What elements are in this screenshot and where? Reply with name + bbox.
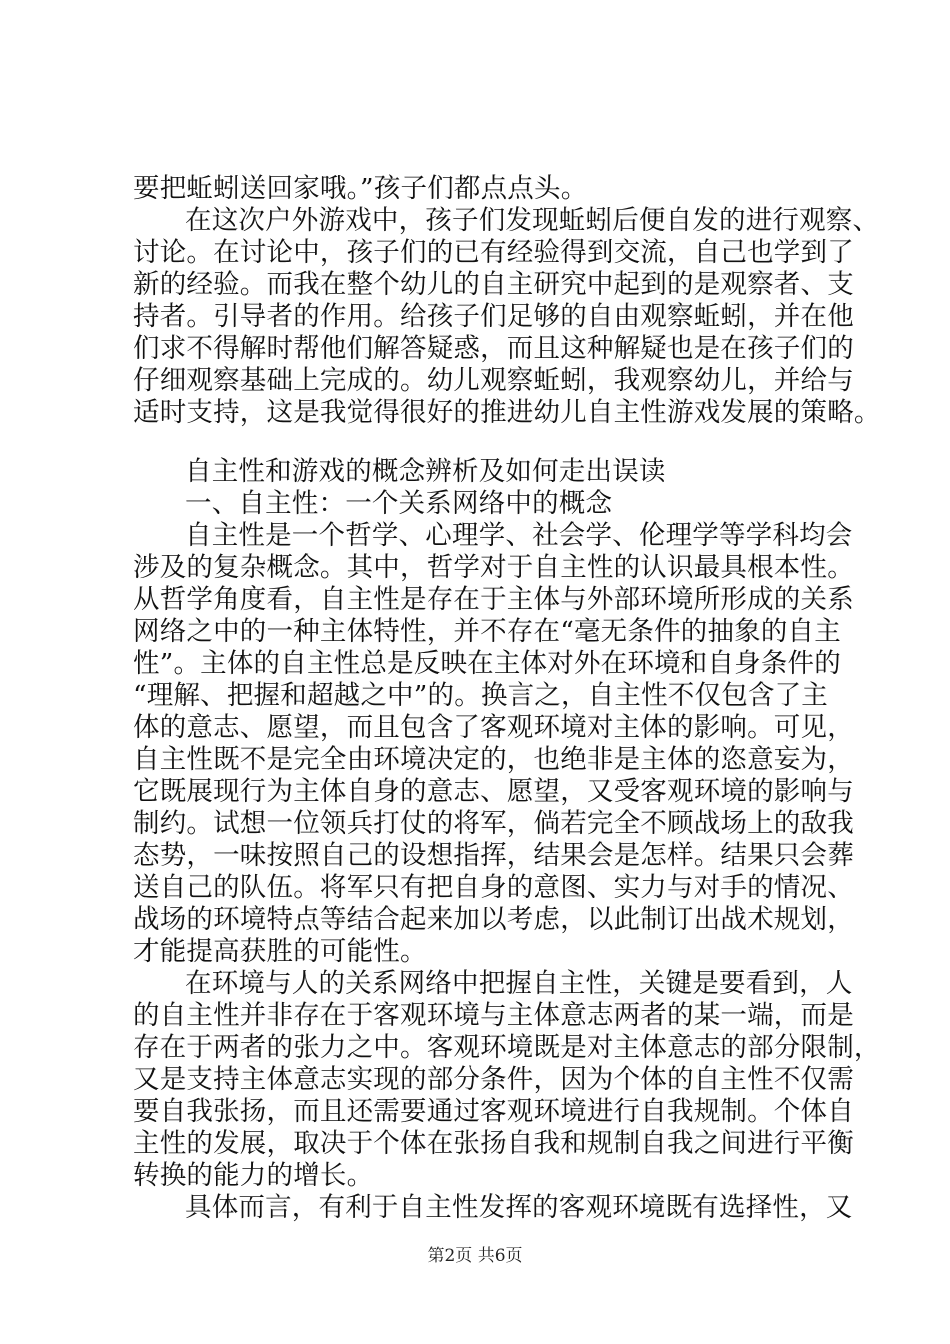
text-line: 体的意志、愿望，而且包含了客观环境对主体的影响。可见， (133, 712, 854, 743)
paragraph-first-line: 在这次户外游戏中，孩子们发现蚯蚓后便自发的进行观察、 (185, 205, 880, 236)
paragraph-first-line: 自主性是一个哲学、心理学、社会学、伦理学等学科均会 (185, 520, 853, 551)
text-line: 它既展现行为主体自身的意志、愿望，又受客观环境的影响与 (133, 776, 854, 807)
text-line: 又是支持主体意志实现的部分条件，因为个体的自主性不仅需 (133, 1064, 854, 1095)
text-line: 性”。主体的自主性总是反映在主体对外在环境和自身条件的 (133, 648, 841, 679)
text-line: 网络之中的一种主体特性，并不存在“毫无条件的抽象的自主 (133, 616, 841, 647)
text-line: 态势，一味按照自己的设想指挥，结果会是怎样。结果只会葬 (133, 840, 854, 871)
text-line: 讨论。在讨论中，孩子们的已有经验得到交流，自己也学到了 (133, 237, 854, 268)
text-line: 新的经验。而我在整个幼儿的自主研究中起到的是观察者、支 (133, 269, 854, 300)
text-line: 主性的发展，取决于个体在张扬自我和规制自我之间进行平衡 (133, 1128, 854, 1159)
text-line: 送自己的队伍。将军只有把自身的意图、实力与对手的情况、 (133, 872, 854, 903)
text-line: 战场的环境特点等结合起来加以考虑，以此制订出战术规划， (133, 904, 854, 935)
section-title: 自主性和游戏的概念辨析及如何走出误读 (185, 456, 666, 487)
text-line: 转换的能力的增长。 (133, 1160, 374, 1191)
section-heading: 一、自主性：一个关系网络中的概念 (185, 488, 613, 519)
text-line: 适时支持，这是我觉得很好的推进幼儿自主性游戏发展的策略。 (133, 397, 881, 428)
text-line: 要自我张扬，而且还需要通过客观环境进行自我规制。个体自 (133, 1096, 854, 1127)
paragraph-first-line: 在环境与人的关系网络中把握自主性，关键是要看到，人 (185, 968, 853, 999)
paragraph-first-line: 具体而言，有利于自主性发挥的客观环境既有选择性，又 (185, 1192, 853, 1223)
text-line: 制约。试想一位领兵打仗的将军，倘若完全不顾战场上的敌我 (133, 808, 854, 839)
text-line: 存在于两者的张力之中。客观环境既是对主体意志的部分限制， (133, 1032, 881, 1063)
text-line: 才能提高获胜的可能性。 (133, 936, 427, 967)
text-line: 的自主性并非存在于客观环境与主体意志两者的某一端，而是 (133, 1000, 854, 1031)
text-line: 自主性既不是完全由环境决定的，也绝非是主体的恣意妄为， (133, 744, 854, 775)
page-footer: 第2页 共6页 (427, 1246, 523, 1266)
text-line: 从哲学角度看，自主性是存在于主体与外部环境所形成的关系 (133, 584, 854, 615)
text-line: “理解、把握和超越之中”的。换言之，自主性不仅包含了主 (133, 680, 828, 711)
text-line: 仔细观察基础上完成的。幼儿观察蚯蚓，我观察幼儿，并给与 (133, 365, 854, 396)
text-line: 涉及的复杂概念。其中，哲学对于自主性的认识最具根本性。 (133, 552, 854, 583)
text-line: 持者。引导者的作用。给孩子们足够的自由观察蚯蚓，并在他 (133, 301, 854, 332)
text-line: 们求不得解时帮他们解答疑惑，而且这种解疑也是在孩子们的 (133, 333, 854, 364)
text-line: 要把蚯蚓送回家哦。”孩子们都点点头。 (133, 173, 588, 204)
